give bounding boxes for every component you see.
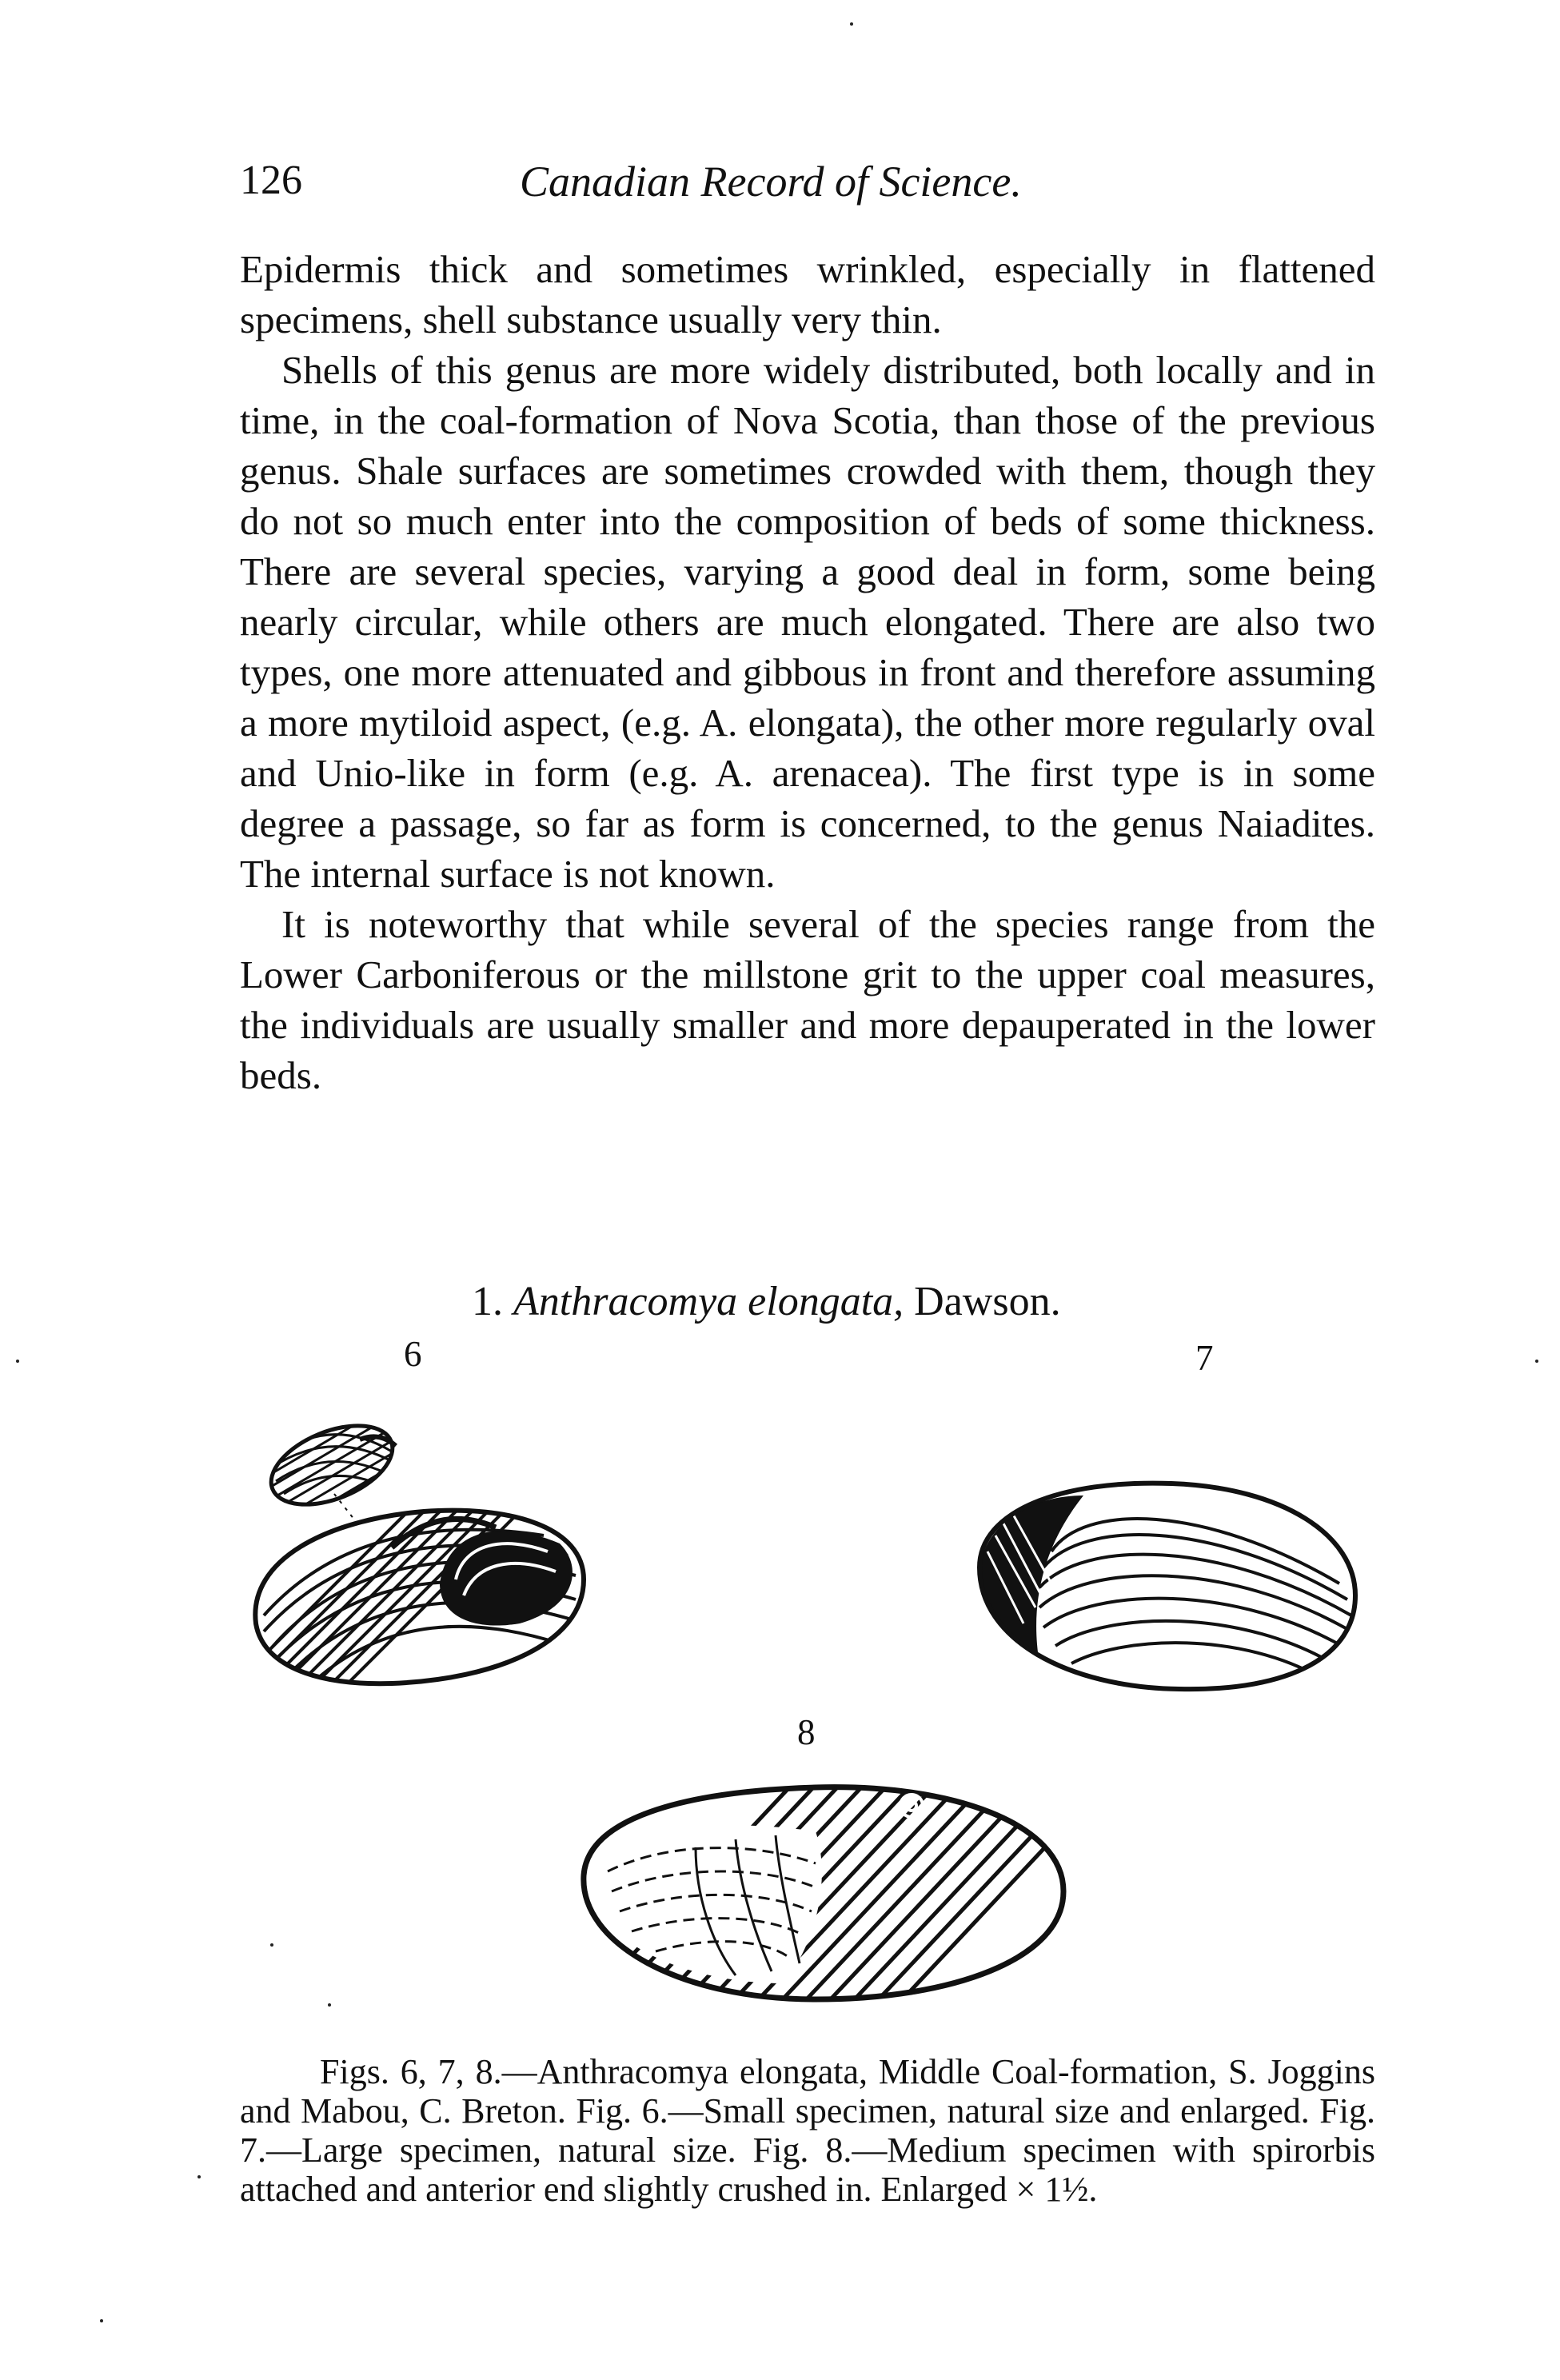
scan-speck (1535, 1360, 1538, 1363)
paragraph-2: Shells of this genus are more widely distributed, both locally and in time, in the coal-formation of Nova Scotia, than those of the previous genus. Shale surfaces are sometimes crowded with them, though they do not so much enter into the composition of beds of some thickness. There are several species, varying a good deal in form, some being nearly circular, while others are much elongated. There are also two types, one more attenuated and gibbous in front and therefore assuming a more mytiloid aspect, (e.g. A. elongata), the other more regularly oval and Unio-like in form (e.g. A. arenacea). The first type is in some degree a passage, so far as form is concerned, to the genus Naiadites. The internal surface is not known. (240, 348, 1375, 896)
scan-speck (16, 1360, 19, 1363)
figure-caption (240, 2052, 1375, 2209)
paragraph-1: Epidermis thick and sometimes wrinkled, especially in flattened specimens, shell substance usually very thin. (240, 247, 1375, 341)
figure-8-shell-illustration (576, 1759, 1071, 2015)
species-author: Dawson. (914, 1279, 1061, 1324)
page-header (240, 157, 1375, 213)
species-heading (472, 1278, 1061, 1325)
figure-7-label: 7 (1195, 1338, 1214, 1378)
scan-speck (850, 22, 853, 26)
species-number: 1. (472, 1279, 503, 1324)
scan-speck (328, 2003, 331, 2007)
figure-7-shell-illustration (964, 1464, 1371, 1703)
paragraph-3: It is noteworthy that while several of the species range from the Lower Carboniferous or the millstone grit to the upper coal measures, the individuals are usually smaller and more depauperated in the lower beds. (240, 902, 1375, 1097)
species-name: Anthracomya elongata, (513, 1279, 904, 1324)
figure-8-label: 8 (797, 1712, 816, 1752)
page-number: 126 (240, 158, 302, 203)
scan-speck (270, 1943, 273, 1947)
figure-6-label: 6 (404, 1334, 422, 1374)
caption-text: Figs. 6, 7, 8.—Anthracomya elongata, Middle Coal-formation, S. Joggins and Mabou, C. Breton. Fig. 6.—Small specimen, natural size and enlarged. Fig. 7.—Large specimen, natural size. Fig. 8.—Medium specimen with spirorbis attached and anterior end slightly crushed in. Enlarged × 1½. (240, 2052, 1375, 2209)
scan-speck (100, 2319, 103, 2322)
figure-6-shell-illustration (240, 1408, 608, 1711)
scan-speck (197, 2175, 201, 2178)
body-text (240, 244, 1375, 1100)
running-title: Canadian Record of Science. (520, 158, 1022, 206)
